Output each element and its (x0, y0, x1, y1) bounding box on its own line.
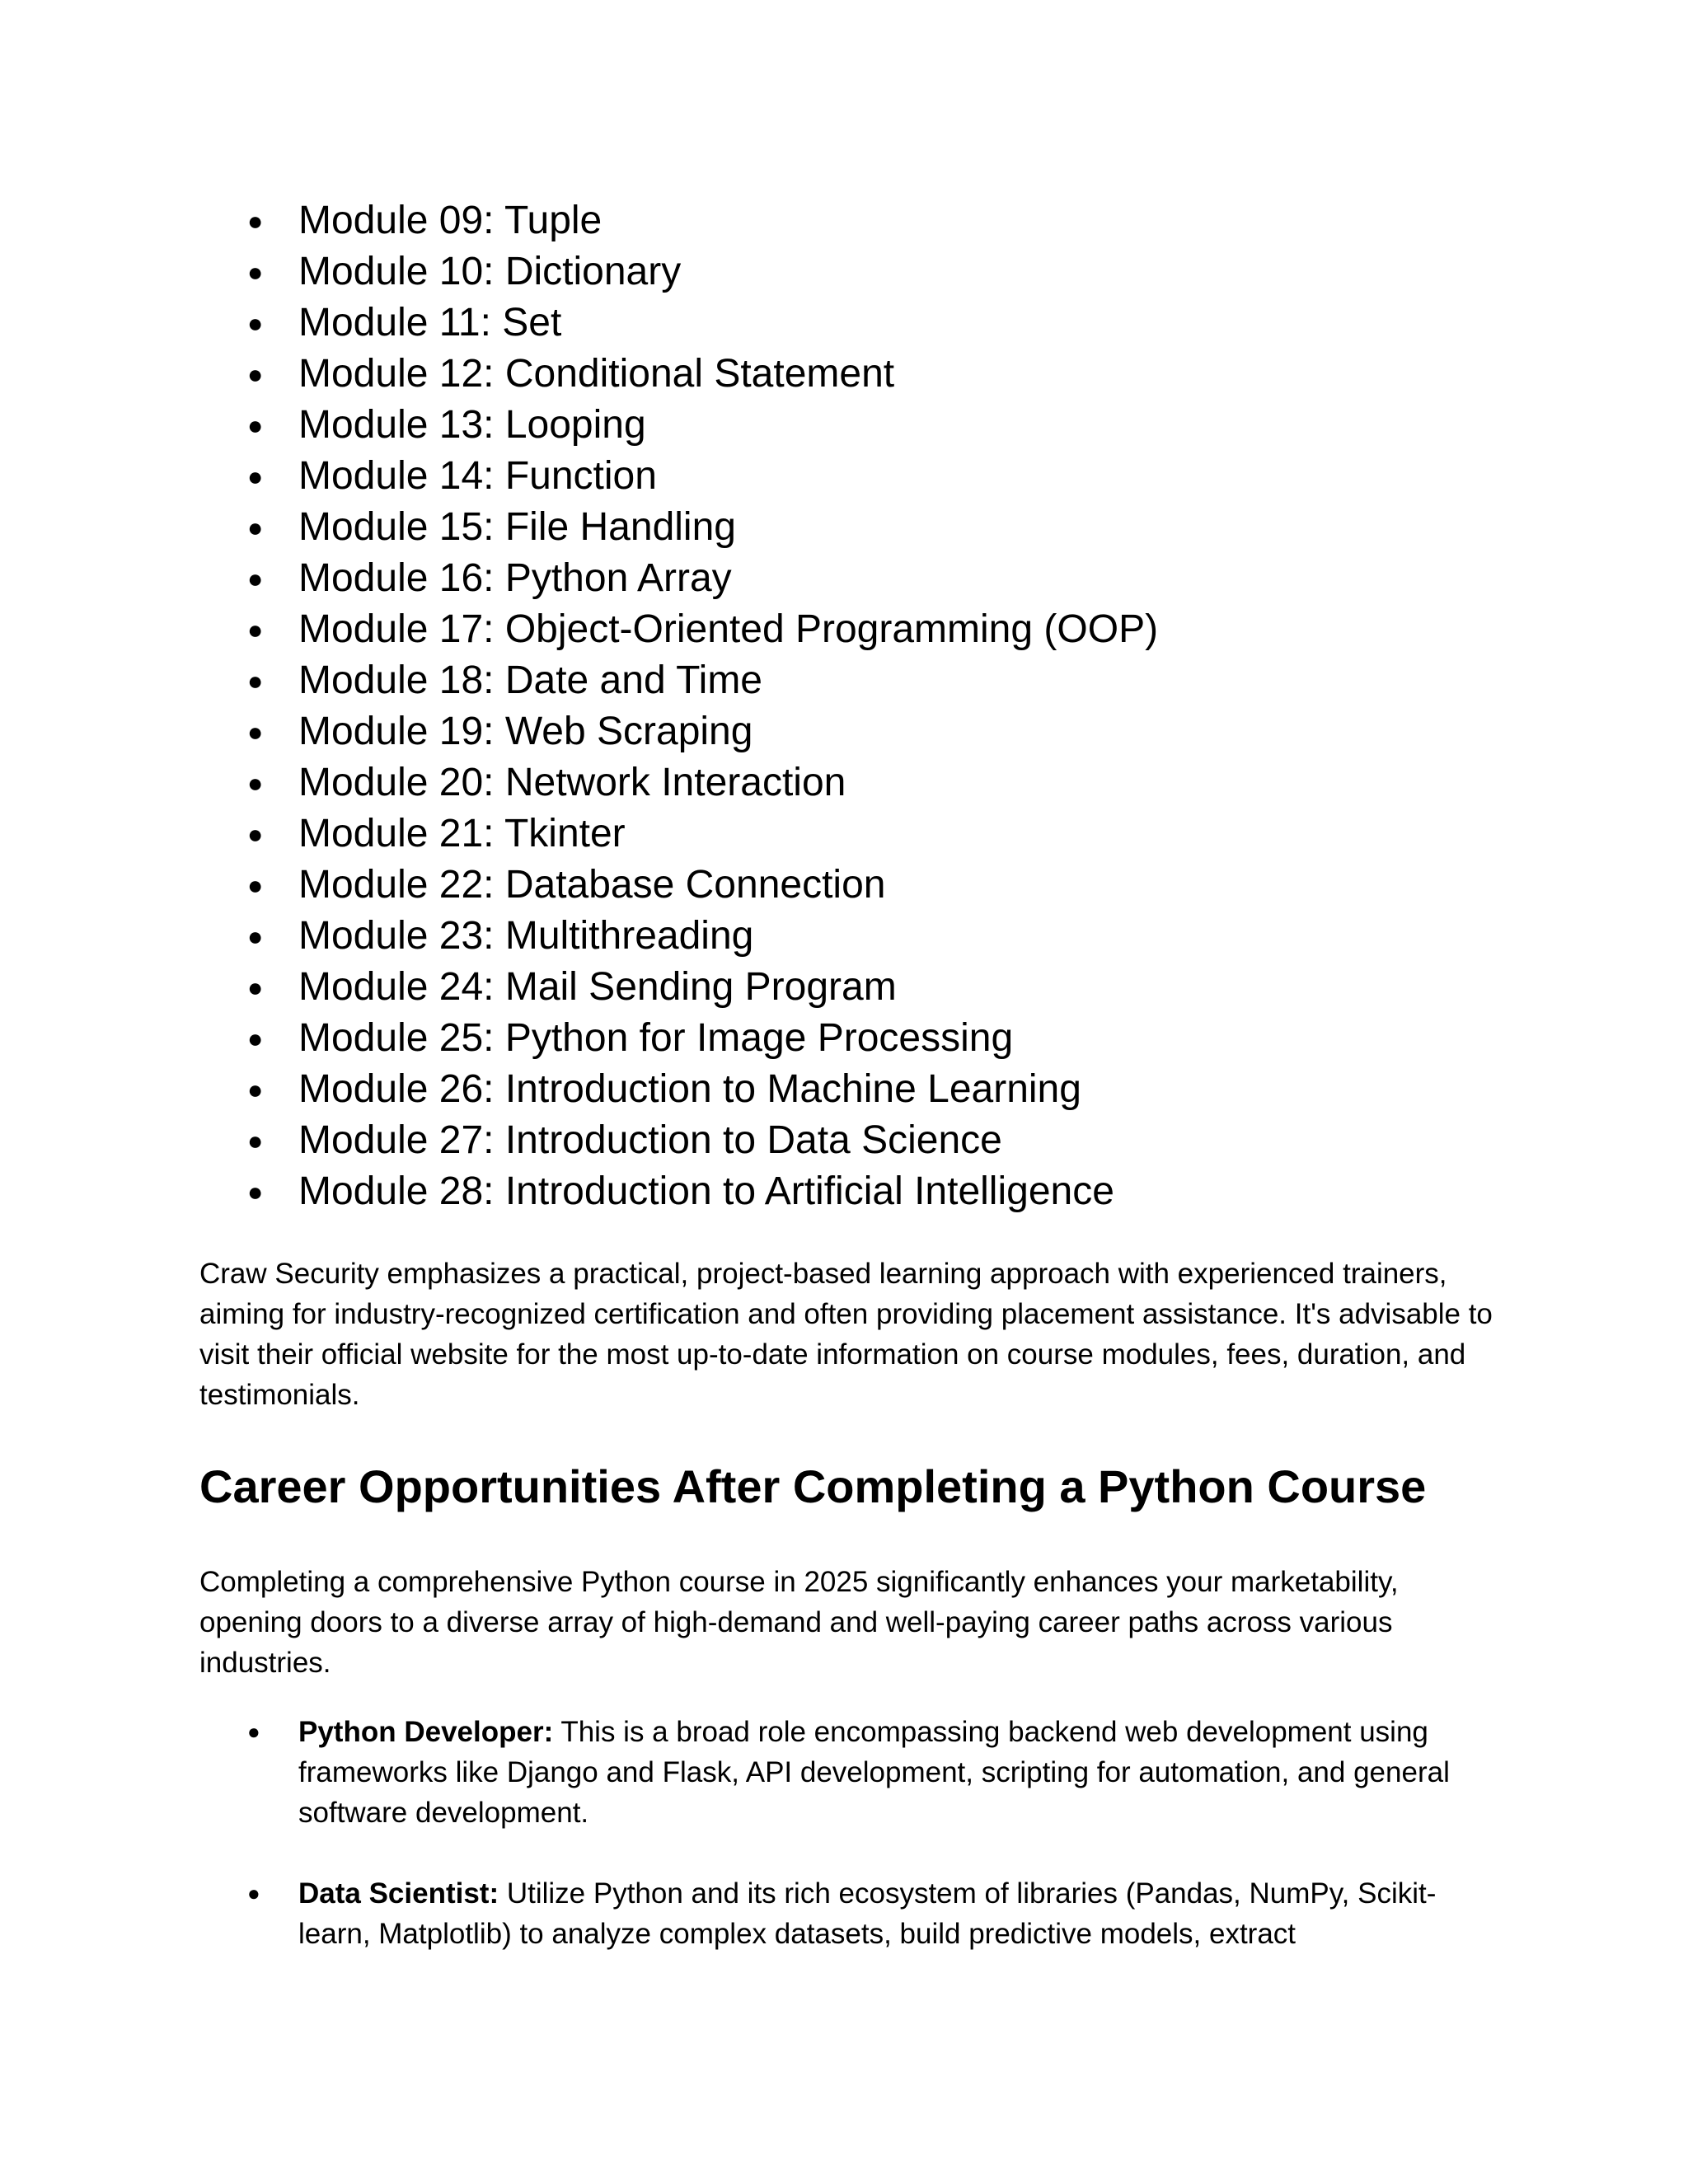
module-list-item (0, 911, 1688, 962)
module-label: Module 16: Python Array (298, 556, 732, 600)
bullet-icon: ● (247, 564, 264, 593)
module-list-item (0, 860, 1688, 911)
bullet-icon: ● (247, 257, 264, 287)
career-item-text (298, 1873, 1502, 1954)
section-heading: Career Opportunities After Completing a Python Course (199, 1460, 1427, 1512)
career-list-item (0, 1873, 1688, 1954)
career-list-item (0, 1712, 1688, 1833)
bullet-icon: ● (247, 359, 264, 389)
module-label: Module 24: Mail Sending Program (298, 965, 897, 1009)
bullet-icon: ● (247, 717, 264, 747)
module-label: Module 25: Python for Image Processing (298, 1016, 1014, 1060)
bullet-icon: ● (247, 410, 264, 440)
module-list-item (0, 298, 1688, 349)
bullet-icon: ● (247, 308, 264, 338)
module-list-item (0, 451, 1688, 502)
module-label: Module 26: Introduction to Machine Learning (298, 1067, 1081, 1111)
module-list-item (0, 400, 1688, 451)
career-item-text (298, 1712, 1502, 1833)
module-label: Module 12: Conditional Statement (298, 352, 895, 396)
module-list-item (0, 553, 1688, 604)
bullet-icon: ● (247, 513, 264, 542)
bullet-icon: ● (247, 1177, 264, 1207)
career-description: Utilize Python and its rich ecosystem of libraries (Pandas, NumPy, Scikit-learn, Matplotlib) to analyze complex datasets, build predictive models, extract (298, 1877, 1437, 1950)
bullet-icon: ● (247, 615, 264, 644)
module-label: Module 14: Function (298, 454, 657, 498)
module-list (0, 195, 1688, 1217)
module-label: Module 20: Network Interaction (298, 761, 846, 804)
bullet-icon: ● (247, 666, 264, 696)
module-label: Module 13: Looping (298, 403, 646, 447)
module-label: Module 11: Set (298, 301, 562, 344)
module-label: Module 23: Multithreading (298, 914, 754, 958)
career-role: Python Developer: (298, 1716, 554, 1748)
bullet-icon: ● (247, 870, 264, 900)
bullet-icon: ● (247, 1126, 264, 1155)
career-list (0, 1712, 1688, 1994)
bullet-icon: ● (247, 1881, 260, 1905)
module-label: Module 27: Introduction to Data Science (298, 1118, 1002, 1162)
bullet-icon: ● (247, 206, 264, 236)
bullet-icon: ● (247, 462, 264, 491)
module-list-item (0, 1166, 1688, 1217)
module-list-item (0, 195, 1688, 246)
bullet-icon: ● (247, 1075, 264, 1104)
module-list-item (0, 962, 1688, 1013)
intro-paragraph: Craw Security emphasizes a practical, project-based learning approach with experienced trainers, aiming for industry-recognized certification and often providing placement assistance. It's advisable to visit their official website for the most up-to-date information on course modules, fees, duration, and testimonials. (199, 1258, 1493, 1411)
module-label: Module 18: Date and Time (298, 658, 762, 702)
bullet-icon: ● (247, 921, 264, 951)
module-list-item (0, 706, 1688, 757)
module-label: Module 19: Web Scraping (298, 710, 753, 753)
module-list-item (0, 655, 1688, 706)
bullet-icon: ● (247, 1024, 264, 1053)
module-label: Module 17: Object-Oriented Programming (OOP) (298, 607, 1159, 651)
bullet-icon: ● (247, 1719, 260, 1744)
module-list-item (0, 246, 1688, 298)
module-label: Module 21: Tkinter (298, 812, 626, 855)
module-label: Module 09: Tuple (298, 199, 603, 242)
career-intro-paragraph: Completing a comprehensive Python course in 2025 significantly enhances your marketability, opening doors to a diverse array of high-demand and well-paying career paths across various industries. (199, 1566, 1399, 1679)
career-description: This is a broad role encompassing backend web development using frameworks like Django and Flask, API development, scripting for automation, and general software development. (298, 1716, 1450, 1829)
module-label: Module 28: Introduction to Artificial Intelligence (298, 1169, 1114, 1213)
module-list-item (0, 1013, 1688, 1064)
module-list-item (0, 502, 1688, 553)
module-label: Module 22: Database Connection (298, 863, 886, 907)
module-list-item (0, 808, 1688, 860)
career-role: Data Scientist: (298, 1877, 499, 1910)
module-list-item (0, 757, 1688, 808)
module-list-item (0, 604, 1688, 655)
module-list-item (0, 349, 1688, 400)
bullet-icon: ● (247, 768, 264, 798)
module-list-item (0, 1115, 1688, 1166)
bullet-icon: ● (247, 819, 264, 849)
bullet-icon: ● (247, 972, 264, 1002)
module-label: Module 15: File Handling (298, 505, 736, 549)
module-label: Module 10: Dictionary (298, 250, 682, 293)
module-list-item (0, 1064, 1688, 1115)
